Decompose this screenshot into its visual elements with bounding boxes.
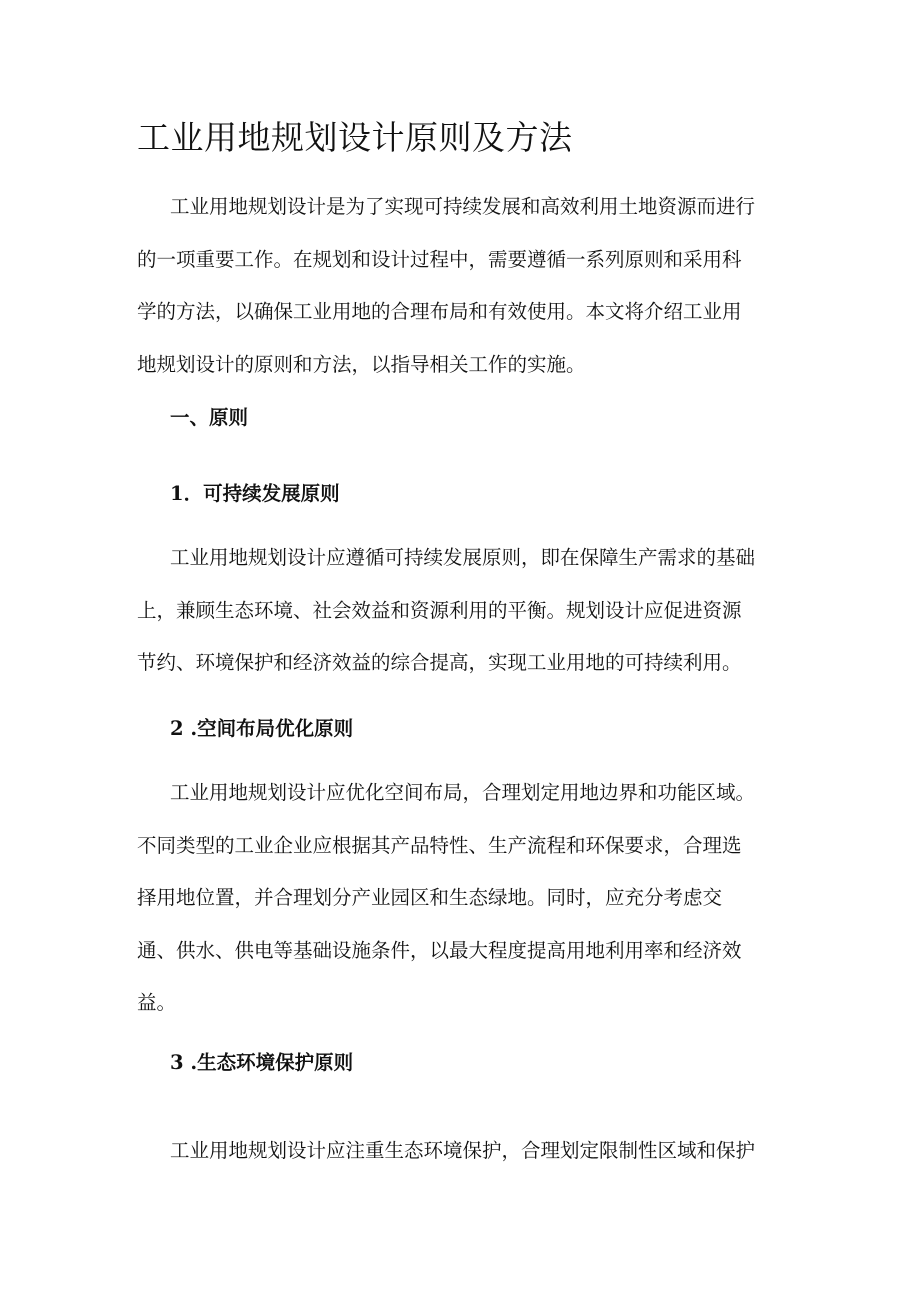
paragraph-line: 工业用地规划设计应遵循可持续发展原则，即在保障生产需求的基础 — [170, 546, 756, 569]
principle-2-paragraph — [137, 767, 787, 1030]
paragraph-line: 工业用地规划设计应优化空间布局，合理划定用地边界和功能区域。 — [170, 781, 756, 804]
principle-2-heading: 2 .空间布局优化原则 — [170, 717, 354, 740]
paragraph-line: 地规划设计的原则和方法，以指导相关工作的实施。 — [137, 352, 586, 376]
paragraph-line: 益。 — [137, 991, 177, 1014]
document-title: 工业用地规划设计原则及方法 — [137, 118, 573, 157]
paragraph-line: 学的方法，以确保工业用地的合理布局和有效使用。本文将介绍工业用 — [137, 300, 742, 323]
paragraph-line: 不同类型的工业企业应根据其产品特性、生产流程和环保要求，合理选 — [137, 833, 742, 857]
principle-1-paragraph — [137, 532, 787, 690]
section-heading-principles: 一、原则 — [170, 406, 249, 429]
paragraph-line: 工业用地规划设计应注重生态环境保护，合理划定限制性区域和保护 — [170, 1139, 756, 1162]
paragraph-line: 择用地位置，并合理划分产业园区和生态绿地。同时，应充分考虑交 — [137, 886, 723, 909]
paragraph-line: 的一项重要工作。在规划和设计过程中，需要遵循一系列原则和采用科 — [137, 247, 742, 271]
paragraph-line: 工业用地规划设计是为了实现可持续发展和高效利用土地资源而进行 — [170, 195, 756, 218]
principle-3-heading: 3 .生态环境保护原则 — [170, 1051, 354, 1074]
paragraph-line: 通、供水、供电等基础设施条件，以最大程度提高用地利用率和经济效 — [137, 938, 742, 962]
principle-1-heading: 1．可持续发展原则 — [170, 482, 340, 505]
paragraph-line: 节约、环境保护和经济效益的综合提高，实现工业用地的可持续利用。 — [137, 651, 742, 674]
paragraph-line: 上，兼顾生态环境、社会效益和资源利用的平衡。规划设计应促进资源 — [137, 598, 742, 622]
intro-paragraph — [137, 181, 787, 391]
principle-3-paragraph — [137, 1125, 787, 1178]
